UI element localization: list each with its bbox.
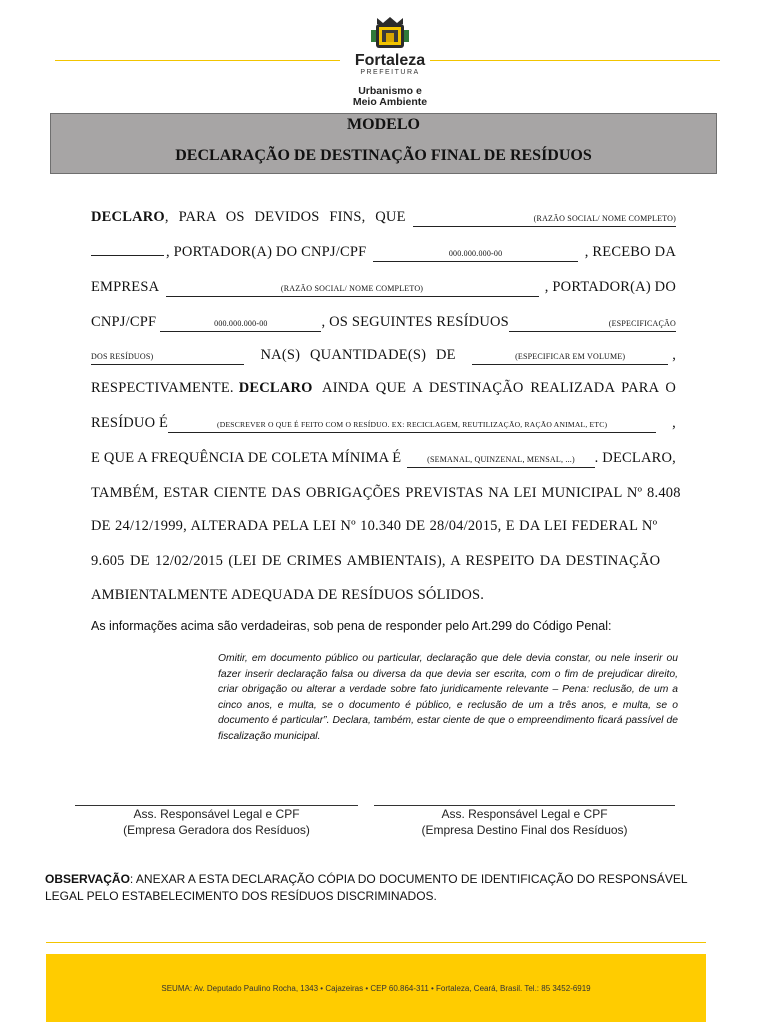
volume-field[interactable]: (ESPECIFICAR EM VOLUME) (472, 350, 668, 365)
declaro-label-2: DECLARO (238, 380, 313, 396)
body-line-7 (91, 412, 676, 434)
header-line-left (55, 60, 340, 61)
body-text: , RECEBO DA (584, 244, 676, 260)
body-text: AMBIENTALMENTE ADEQUADA DE RESÍDUOS SÓLIDOS. (91, 587, 485, 603)
footer-line (46, 942, 706, 943)
signature-label-generator: Ass. Responsável Legal e CPF (Empresa Geradora dos Resíduos) (123, 807, 310, 837)
body-text: , (672, 415, 676, 431)
body-text: . DECLARO, (594, 450, 676, 466)
body-line-3 (91, 276, 676, 298)
body-text: , OS SEGUINTES RESÍDUOS (321, 314, 509, 330)
declaro-label: DECLARO (91, 209, 165, 225)
signature-label-destination: Ass. Responsável Legal e CPF (Empresa Destino Final dos Resíduos) (421, 807, 628, 837)
body-text: NA(S) QUANTIDADE(S) DE (260, 347, 456, 363)
body-text: 9.605 DE 12/02/2015 (LEI DE CRIMES AMBIENTAIS), A RESPEITO DA DESTINAÇÃO (91, 553, 661, 569)
body-text: RESÍDUO É (91, 415, 169, 431)
department-line2: Meio Ambiente (352, 96, 428, 108)
title-box (50, 113, 717, 174)
observation-label: OBSERVAÇÃO (45, 872, 130, 886)
body-text: AINDA QUE A DESTINAÇÃO REALIZADA PARA O (322, 380, 676, 396)
body-line-12 (91, 584, 676, 606)
body-line-11 (91, 550, 676, 572)
title-modelo: MODELO (347, 116, 420, 133)
body-text: , (672, 347, 677, 363)
destino-field[interactable]: (DESCREVER O QUE É FEITO COM O RESÍDUO. EX: RECICLAGEM, REUTILIZAÇÃO, RAÇÃO ANIMAL, ETC) (168, 418, 656, 433)
footer-bar (46, 954, 706, 1022)
frequencia-field[interactable]: (SEMANAL, QUINZENAL, MENSAL, ...) (407, 453, 594, 468)
cnpj-field-2[interactable]: 000.000.000-00 (160, 317, 321, 332)
body-text: EMPRESA (91, 279, 160, 295)
logo (340, 16, 440, 77)
header-line-right (430, 60, 720, 61)
body-text: , PORTADOR(A) DO CNPJ/CPF (166, 244, 367, 260)
body-line-4 (91, 311, 676, 333)
body-line-10 (91, 515, 676, 537)
body-text: , PORTADOR(A) DO (544, 279, 677, 295)
body-line-9 (91, 482, 681, 504)
title-declaracao: DECLARAÇÃO DE DESTINAÇÃO FINAL DE RESÍDUOS (175, 147, 592, 164)
body-line-5 (91, 344, 676, 366)
body-text: RESPECTIVAMENTE. (91, 380, 234, 396)
department-line1: Urbanismo e (358, 85, 422, 97)
crest-icon (371, 16, 409, 52)
body-line-1 (91, 206, 676, 228)
body-text: DE 24/12/1999, ALTERADA PELA LEI Nº 10.340 DE 28/04/2015, E DA LEI FEDERAL Nº (91, 518, 658, 534)
razao-social-field[interactable]: (RAZÃO SOCIAL/ NOME COMPLETO) (413, 212, 676, 227)
body-text: E QUE A FREQUÊNCIA DE COLETA MÍNIMA É (91, 450, 402, 466)
body-line-2 (91, 241, 676, 263)
razao-social-field-cont[interactable] (91, 255, 164, 256)
body-text: CNPJ/CPF (91, 314, 157, 330)
footer-address: SEUMA: Av. Deputado Paulino Rocha, 1343 • Cajazeiras • CEP 60.864-311 • Fortaleza, Ceará, Brasil. Tel.: 85 3452-6919 (161, 983, 591, 993)
observation-text: : ANEXAR A ESTA DECLARAÇÃO CÓPIA DO DOCUMENTO DE IDENTIFICAÇÃO DO RESPONSÁVEL LEGAL PELO ESTABELECIMENTO DOS RESÍDUOS DISCRIMINADOS. (45, 872, 688, 903)
body-text: TAMBÉM, ESTAR CIENTE DAS OBRIGAÇÕES PREVISTAS NA LEI MUNICIPAL Nº 8.408 (91, 485, 681, 501)
residuos-field[interactable]: (ESPECIFICAÇÃO (509, 317, 676, 332)
body-line-8 (91, 447, 676, 469)
brand-name: Fortaleza (354, 52, 426, 69)
brand-subtitle: PREFEITURA (360, 69, 420, 76)
empresa-field[interactable]: (RAZÃO SOCIAL/ NOME COMPLETO) (166, 282, 539, 297)
department-name (340, 86, 440, 108)
info-line: As informações acima são verdadeiras, sob pena de responder pelo Art.299 do Código Penal: (91, 619, 612, 633)
legal-quote: Omitir, em documento público ou particular, declaração que dele devia constar, ou nele inserir ou fazer inserir declaração falsa ou diversa da que devia ser escrita, com o fim de prejudicar direito, criar obrigação ou alterar a verdade sobre fato juridicamente relevante – Pena: reclusão, de um a cinco anos, e multa, se o documento é público, e reclusão de um a três anos, e multa, se o documento é particular”. Declara, também, estar ciente de que o empreendimento ficará passível de fiscalização municipal. (218, 653, 678, 742)
body-text: , PARA OS DEVIDOS FINS, QUE (164, 209, 406, 225)
residuos-field-cont[interactable]: DOS RESÍDUOS) (91, 350, 244, 365)
observation (45, 871, 725, 905)
body-line-6 (91, 377, 676, 399)
cnpj-field[interactable]: 000.000.000-00 (373, 247, 578, 262)
